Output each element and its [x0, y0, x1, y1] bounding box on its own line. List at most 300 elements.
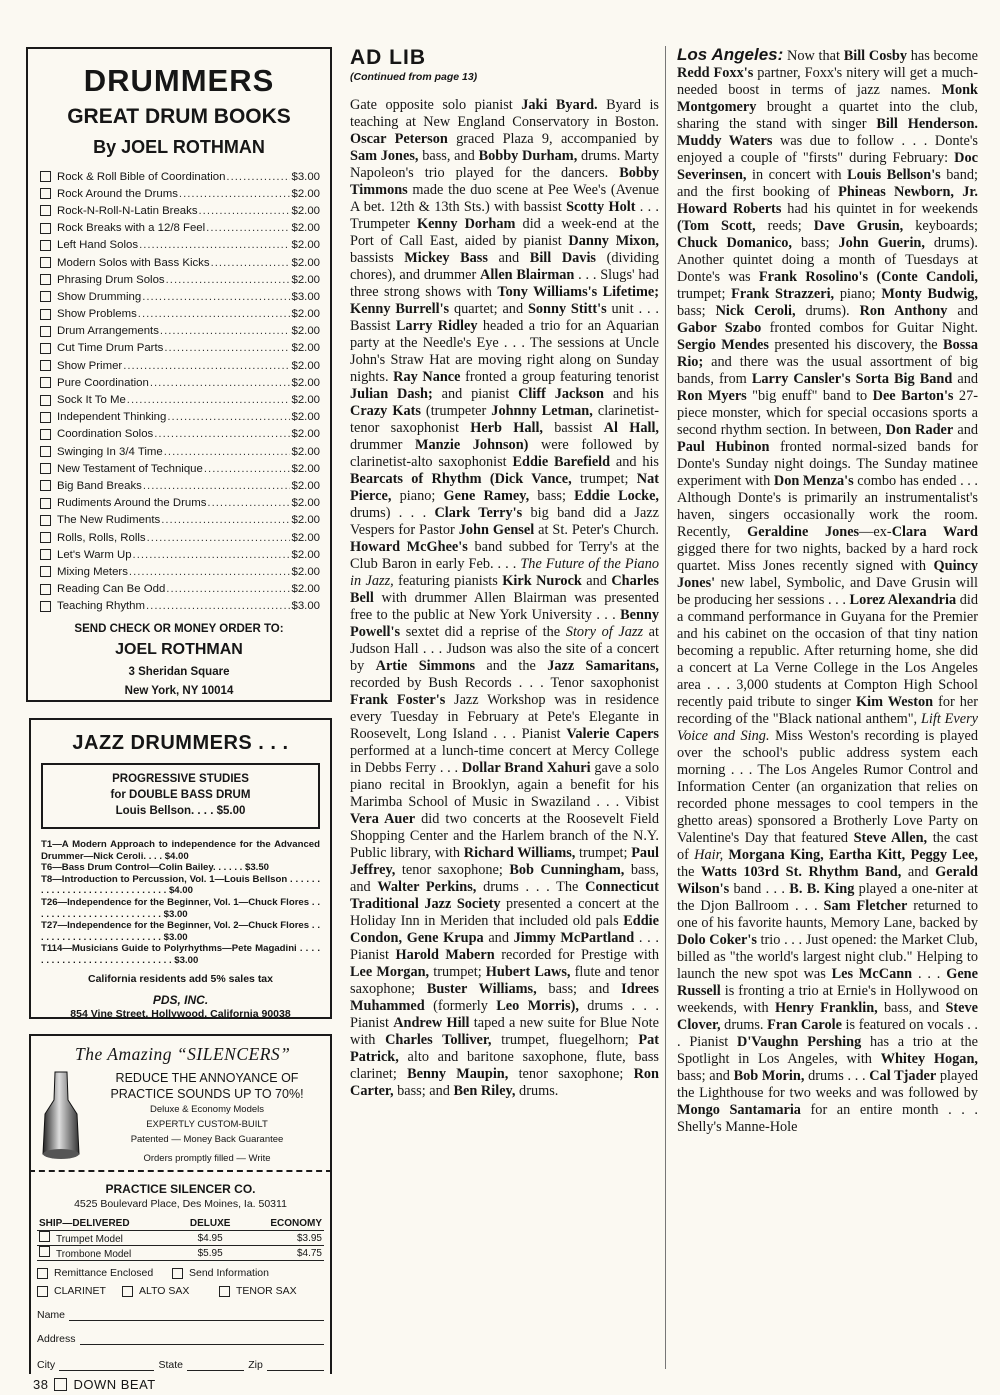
ad-subtitle: GREAT DRUM BOOKS	[67, 105, 291, 128]
checkbox[interactable]	[39, 1246, 50, 1257]
text-run: Jazz Workshop was in residence every Tuesday in February at Pete's Elegante in Roosevelt, Long Island . . . Pianist	[350, 692, 659, 742]
text-run: drums . . . The	[476, 879, 586, 895]
leader-dots	[123, 360, 290, 372]
book-checkbox[interactable]	[40, 360, 51, 371]
name-mention: Les McCann	[831, 966, 913, 982]
promo-line: Deluxe & Economy Models	[149, 1104, 265, 1115]
text-run: has a trio at the Spotlight in Los Angeles, with	[677, 1034, 978, 1067]
name-mention: Nat Pierce,	[350, 471, 659, 504]
text-run: recorded by Bush Records . . . Tenor saxophonist	[350, 675, 659, 691]
book-checkbox[interactable]	[40, 549, 51, 560]
name-mention: Paul Jeffrey,	[350, 845, 660, 878]
text-run: were followed by clarinetist-alto saxophonist	[350, 437, 659, 470]
option-label: Remittance Enclosed	[54, 1267, 154, 1279]
name-mention: Julian Dash;	[350, 386, 433, 402]
book-title: Rolls, Rolls, Rolls	[57, 531, 146, 544]
name-mention: Artie Simmons	[375, 658, 476, 674]
text-run: big band did a Jazz Vespers for Pastor	[350, 505, 659, 538]
book-title: Rock-N-Roll-N-Latin Breaks	[57, 204, 198, 217]
text-run: bass; and	[393, 1083, 454, 1099]
text-run: new label, Symbolic, and Dave Grusin will be producing her sessions . . .	[677, 575, 978, 608]
leader-dots	[179, 188, 291, 200]
table-row	[37, 1231, 324, 1246]
header-cell: ECONOMY	[243, 1216, 324, 1231]
field-line[interactable]	[80, 1334, 324, 1345]
text-run: drums).	[795, 303, 860, 319]
book-checkbox[interactable]	[40, 326, 51, 337]
text-run: at St. Peter's Church.	[534, 522, 659, 538]
book-price: $2.00	[291, 445, 320, 458]
text-run: (formerly	[424, 998, 497, 1014]
book-checkbox[interactable]	[40, 498, 51, 509]
book-item	[40, 512, 320, 529]
alto-sax-checkbox[interactable]	[122, 1286, 133, 1297]
book-title: The New Rudiments	[57, 514, 161, 527]
text-run: Now that	[783, 48, 844, 64]
book-price: $2.00	[291, 273, 320, 286]
text-run: drums) . . .	[350, 505, 435, 521]
name-mention: Johnny Letman,	[491, 403, 593, 419]
text-run: graced Plaza 9, accompanied by	[447, 131, 659, 147]
name-mention: Ray Nance	[393, 369, 461, 385]
option-label: CLARINET	[54, 1285, 106, 1297]
text-run: drums . . . Pianist	[350, 998, 659, 1031]
book-item	[40, 460, 320, 477]
name-mention: Richard Williams,	[463, 845, 576, 861]
silencer-mute-image	[37, 1070, 83, 1167]
text-run: bass;	[792, 235, 839, 251]
book-price: $2.00	[291, 548, 320, 561]
book-price: $3.00	[291, 290, 320, 303]
text-run: trumpet;	[575, 845, 632, 861]
promo-line: EXPERTLY CUSTOM-BUILT	[146, 1119, 268, 1130]
leader-dots	[226, 171, 290, 183]
leader-dots	[133, 549, 291, 561]
name-mention: Watts 103rd St. Rhythm Band,	[701, 864, 902, 880]
book-price: $3.00	[291, 600, 320, 613]
text-run: bassist	[543, 420, 604, 436]
book-item: T27—Independence for the Beginner, Vol. 2—Chuck Flores . . . . . . . . . . . . . . . . . . . . . . . . . $3.00	[41, 920, 320, 943]
model-cell[interactable]	[37, 1231, 178, 1246]
text-run: combo has ended . . . Although Donte's is primarily an instrumentalist's haven, singers occasionally work the room. Recently,	[677, 473, 979, 540]
tenor-sax-checkbox[interactable]	[219, 1286, 230, 1297]
text-run: bass, and	[418, 148, 479, 164]
name-field[interactable]	[37, 1309, 324, 1321]
name-mention: Whitey Hogan,	[880, 1051, 978, 1067]
book-checkbox[interactable]	[40, 291, 51, 302]
text-run: and	[901, 864, 936, 880]
text-run: and there was the usual assortment of big bands, from	[677, 354, 978, 387]
text-run: was due to follow . . . Donte's enjoyed a couple of "firsts" during February:	[677, 133, 978, 166]
name-mention: Benny Powell's	[350, 607, 659, 640]
text-run: Miss Weston's recording is played over the school's public address system each morning . . . The Los Angeles Rumor Control and Information Center (an organization that relies on recorded phone messages to cool tempers in the ghetto areas) sponsored a Brotherly Love Party on Valentine's Day that featured	[677, 728, 979, 846]
name-mention: Gene Ramey,	[443, 488, 530, 504]
book-price: $2.00	[291, 325, 320, 338]
text-run: . . .	[912, 966, 947, 982]
name-mention: Bill Cosby	[843, 48, 908, 64]
name-mention: Cal Tjader	[869, 1068, 937, 1084]
text-run: trumpet;	[429, 964, 486, 980]
name-mention: Sam Jones,	[350, 148, 419, 164]
book-item	[40, 477, 320, 494]
book-item	[40, 443, 320, 460]
name-mention: Mongo Santamaria	[677, 1102, 801, 1118]
field-line[interactable]	[69, 1310, 324, 1321]
text-run: tenor saxophone;	[395, 862, 510, 878]
book-checkbox[interactable]	[40, 257, 51, 268]
name-mention: Charles Bell	[350, 573, 659, 606]
text-run: and	[483, 930, 514, 946]
address-field[interactable]	[37, 1333, 324, 1345]
tax-note: California residents add 5% sales tax	[88, 972, 273, 985]
book-price: $2.00	[291, 342, 320, 355]
book-title: Big Band Breaks	[57, 479, 142, 492]
name-mention: Harold Mabern	[395, 947, 495, 963]
book-price: $2.00	[291, 256, 320, 269]
name-mention: John Guerin,	[838, 235, 925, 251]
text-run: performed at a lunch-time concert at Mercy College in Debbs Ferry . . .	[350, 743, 659, 776]
name-mention: Buster Williams,	[426, 981, 537, 997]
leader-dots	[147, 532, 291, 544]
text-run: unit . . . Bassist	[350, 301, 659, 334]
continued-note: (Continued from page 13)	[350, 71, 478, 83]
book-checkbox[interactable]	[40, 412, 51, 423]
name-mention: Manzie Johnson)	[414, 437, 529, 453]
city-state-zip-field[interactable]	[37, 1359, 324, 1371]
field-line[interactable]	[59, 1360, 154, 1371]
name-mention: Eddie Condon, Gene Krupa	[350, 913, 659, 946]
book-title: Independent Thinking	[57, 411, 167, 424]
magazine-name: DOWN BEAT	[73, 1377, 156, 1392]
book-title: Swinging In 3/4 Time	[57, 445, 163, 458]
name-mention: Ron Carter,	[350, 1066, 659, 1099]
name-mention: Kim Weston	[856, 694, 934, 710]
book-item	[40, 254, 320, 271]
text-run: keyboards;	[903, 218, 978, 234]
name-mention: Bossa Rio;	[677, 337, 978, 370]
book-item	[40, 391, 320, 408]
promo-line: REDUCE THE ANNOYANCE OF	[115, 1071, 299, 1085]
checkbox[interactable]	[39, 1231, 50, 1242]
text-run: gave a solo piano recital in Brooklyn, again a benefit for his Marimba School of Music in Swaziland . . . Vibist	[350, 760, 659, 810]
text-run: played the Lighthouse for two weeks and was followed by	[677, 1068, 979, 1101]
name-mention: Clara Ward	[891, 524, 978, 540]
book-list	[40, 168, 330, 615]
book-item	[40, 202, 320, 219]
book-checkbox[interactable]	[40, 532, 51, 543]
name-mention: Chuck Domanico,	[677, 235, 793, 251]
order-coupon	[37, 1182, 324, 1374]
book-checkbox[interactable]	[40, 584, 51, 595]
book-price: $2.00	[291, 187, 320, 200]
book-title: Mixing Meters	[57, 565, 128, 578]
book-checkbox[interactable]	[40, 395, 51, 406]
book-checkbox[interactable]	[40, 566, 51, 577]
book-checkbox[interactable]	[40, 515, 51, 526]
ad-title: DRUMMERS	[83, 63, 275, 98]
book-item: T8—Introduction to Percussion, Vol. 1—Louis Bellson . . . . . . . . . . . . . . . . . . . . . . . . . . . . . . $4.00	[41, 873, 320, 897]
leader-dots	[207, 497, 290, 509]
text-run: bassists	[350, 250, 405, 266]
book-item	[40, 271, 320, 288]
book-price: $2.00	[291, 308, 320, 321]
name-mention: Sam Fletcher	[823, 898, 908, 914]
book-title: Modern Solos with Bass Kicks	[57, 256, 210, 269]
leader-dots	[161, 514, 290, 526]
book-checkbox[interactable]	[40, 309, 51, 320]
promo-line: Patented — Money Back Guarantee	[130, 1134, 284, 1145]
text-run: quartet; and	[449, 301, 528, 317]
name-mention: Gene Russell	[677, 966, 978, 999]
name-mention: Monty Budwig,	[881, 286, 978, 302]
title-mention: Story of Jazz	[565, 624, 644, 640]
name-mention: Steve Allen,	[853, 830, 928, 846]
name-mention: Tony Williams's Lifetime; Kenny Burrell's	[350, 284, 660, 317]
text-run: fronted normal-sized bands for Donte's Sunday night doings. The Sunday matinee experiment with	[677, 439, 978, 489]
book-checkbox[interactable]	[40, 446, 51, 457]
text-run: Byard is teaching at New England Conservatory in Boston.	[350, 97, 659, 130]
book-item: T26—Independence for the Beginner, Vol. 1—Chuck Flores . . . . . . . . . . . . . . . . . . . . . . . . . $3.00	[41, 896, 320, 920]
text-run: is fronting a trio at Ernie's in Hollywood on weekends, with	[677, 983, 978, 1016]
leader-dots	[160, 325, 291, 337]
name-mention: Morgana King, Eartha Kitt, Peggy Lee,	[728, 847, 979, 863]
info-checkbox[interactable]	[172, 1268, 183, 1279]
name-mention: Mickey Bass	[404, 250, 488, 266]
book-checkbox[interactable]	[40, 240, 51, 251]
name-mention: Henry Franklin,	[774, 1000, 878, 1016]
silencers-promo	[31, 1036, 330, 1170]
name-mention: Dolo Coker's	[677, 932, 757, 948]
text-run: presented a concert at the Holiday Inn in Meriden that included old pals	[350, 896, 659, 929]
book-item	[40, 409, 320, 426]
name-mention: Doc Severinsen,	[677, 150, 978, 183]
name-mention: Walter Perkins,	[377, 879, 477, 895]
book-price: $2.00	[291, 204, 320, 217]
book-price: $2.00	[291, 376, 320, 389]
name-mention: Hubert Laws,	[485, 964, 571, 980]
name-mention: Nick Ceroli,	[715, 303, 796, 319]
text-run: fronted a group featuring tenorist	[460, 369, 660, 385]
book-checkbox[interactable]	[40, 480, 51, 491]
clarinet-checkbox[interactable]	[37, 1286, 48, 1297]
model-cell[interactable]	[37, 1246, 178, 1261]
book-title: Pure Coordination	[57, 376, 149, 389]
name-mention: Phineas Newborn, Jr. Howard Roberts	[677, 184, 978, 217]
name-mention: Dollar Brand Xahuri	[461, 760, 591, 776]
text-run: trumpet;	[677, 286, 732, 302]
name-mention: (Tom Scott,	[677, 218, 756, 234]
text-run: trio . . . Just opened: the Market Club, billed as "the world's largest night club." Helping to launch the new spot was	[677, 932, 978, 982]
book-title: Rock & Roll Bible of Coordination	[57, 170, 226, 183]
book-price: $3.00	[291, 170, 320, 183]
leader-dots	[164, 342, 290, 354]
title-mention: Lift Every Voice and Sing.	[677, 711, 978, 744]
text-run: and pianist	[432, 386, 519, 402]
book-item	[40, 598, 320, 615]
field-label: City	[37, 1359, 56, 1371]
name-mention: Frank Strazzeri,	[731, 286, 835, 302]
text-run: and	[947, 303, 979, 319]
text-run: band subbed for Terry's at the Club Baron in early Feb. . . .	[350, 539, 659, 572]
text-run: sextet did a reprise of the	[400, 624, 566, 640]
promo-line: Orders promptly filled — Write	[143, 1153, 271, 1164]
promo-line: PRACTICE SOUNDS UP TO 70%!	[110, 1087, 304, 1101]
book-checkbox[interactable]	[40, 429, 51, 440]
text-run: brought a quartet into the club, sharing the stand with singer	[677, 99, 978, 132]
book-title: Let's Warm Up	[57, 548, 132, 561]
book-price: $2.00	[291, 222, 320, 235]
article-column-left	[350, 46, 659, 1100]
silencers-headline: The Amazing “SILENCERS”	[75, 1044, 291, 1064]
book-item: T114—Musicians Guide to Polyrhythms—Pete Magadini . . . . . . . . . . . . . . . . . . . . . . . . . . . . . $3.00	[41, 943, 320, 966]
book-item: T1—A Modern Approach to independence for the Advanced Drummer—Nick Ceroli. . . . $4.00	[41, 839, 320, 862]
name-mention: Louis Bellson's	[847, 167, 941, 183]
name-mention: Charles Tolliver,	[385, 1032, 492, 1048]
text-run: gigged there for two nights, backed by a hard rock quartet. Miss Jones recently signed with	[677, 541, 978, 574]
name-mention: Don Rader	[885, 422, 954, 438]
text-run: bass; and	[536, 981, 622, 997]
page-number: 38	[33, 1377, 49, 1392]
text-run: bass, and	[350, 862, 660, 895]
text-run: tenor saxophone;	[508, 1066, 634, 1082]
name-mention: Allen Blairman	[480, 267, 575, 283]
book-checkbox[interactable]	[40, 377, 51, 388]
book-item	[40, 185, 320, 202]
field-label: Zip	[248, 1359, 263, 1371]
name-mention: Ron Anthony	[859, 303, 948, 319]
leader-dots	[166, 583, 290, 595]
field-line[interactable]	[187, 1360, 244, 1371]
text-run: has become	[907, 48, 978, 64]
book-title: Rudiments Around the Drums	[57, 497, 207, 510]
book-checkbox[interactable]	[40, 274, 51, 285]
book-title: New Testament of Technique	[57, 462, 203, 475]
text-run: partner, Foxx's nitery will get a much-needed boost in terms of jazz names.	[677, 65, 978, 98]
text-run: at Judson Hall . . . Judson was also the site of a concert by	[350, 624, 659, 674]
model-label: Trombone Model	[56, 1249, 132, 1260]
name-mention: Paul Hubinon	[677, 439, 770, 455]
text-run: returned to one of his favorite haunts, Memory Lane, backed by	[677, 898, 978, 931]
text-run: drums . . .	[804, 1068, 870, 1084]
name-mention: Eddie Barefield	[512, 454, 611, 470]
book-title: Show Primer	[57, 359, 123, 372]
book-title: Cut Time Drum Parts	[57, 342, 164, 355]
book-checkbox[interactable]	[40, 343, 51, 354]
publisher-address: 854 Vine Street, Hollywood, California 90038	[70, 1007, 291, 1020]
text-run: piano;	[391, 488, 444, 504]
book-title: Left Hand Solos	[57, 239, 139, 252]
name-mention: Idrees Muhammed	[350, 981, 659, 1014]
name-mention: Dee Barton's	[872, 388, 954, 404]
book-checkbox[interactable]	[40, 223, 51, 234]
book-price: $2.00	[291, 497, 320, 510]
book-item	[40, 168, 320, 185]
leader-dots	[139, 239, 290, 251]
name-mention: Gabor Szabo	[677, 320, 762, 336]
name-mention: Clark Terry's	[434, 505, 523, 521]
text-run: drummer	[350, 437, 415, 453]
name-mention: Oscar Peterson	[350, 131, 448, 147]
name-mention: Quincy Jones'	[677, 558, 978, 591]
book-checkbox[interactable]	[40, 205, 51, 216]
book-item	[40, 288, 320, 305]
book-item	[40, 581, 320, 598]
text-run: piano;	[834, 286, 882, 302]
book-item	[40, 495, 320, 512]
order-address	[28, 663, 330, 701]
text-run: did a command performance in Guyana for the Premier and his cabinet on the occasion of that tiny nation becoming a republic. After returning home, she did a concert at La Verne College in the Los Angeles area . . . 3,000 students at Compton High School recently paid tribute to singer	[677, 592, 978, 710]
remittance-checkbox[interactable]	[37, 1268, 48, 1279]
book-item: T6—Bass Drum Control—Colin Bailey. . . . . . $3.50	[41, 862, 269, 874]
name-mention: Jimmy McPartland	[513, 930, 635, 946]
option-label: Send Information	[189, 1267, 269, 1279]
name-mention: Leo Morris),	[496, 998, 579, 1014]
book-item	[40, 357, 320, 374]
book-checkbox[interactable]	[40, 601, 51, 612]
silencers-copy	[87, 1070, 327, 1166]
name-mention: Eddie Locke,	[574, 488, 659, 504]
text-run: and his	[603, 386, 659, 402]
field-label: Name	[37, 1309, 66, 1321]
name-mention: Vera Auer	[350, 811, 416, 827]
book-price: $2.00	[291, 531, 320, 544]
book-title: Reading Can Be Odd	[57, 583, 166, 596]
company-address: 4525 Boulevard Place, Des Moines, Ia. 50311	[74, 1198, 287, 1210]
name-mention: John Gensel	[458, 522, 535, 538]
name-mention: Kirk Nurock	[502, 573, 582, 589]
book-item	[40, 220, 320, 237]
name-mention: Redd Foxx's	[677, 65, 754, 81]
name-mention: Cliff Jackson	[518, 386, 604, 402]
order-name: JOEL ROTHMAN	[115, 640, 243, 658]
name-mention: D'Vaughn Pershing	[737, 1034, 862, 1050]
text-run: did a week-end at the Port of Call East, aided by pianist	[350, 216, 659, 249]
address-line: 3 Sheridan Square	[128, 665, 230, 678]
featured-line: Louis Bellson. . . . $5.00	[115, 805, 246, 817]
name-mention: Bill Henderson. Muddy Waters	[677, 116, 978, 149]
book-checkbox[interactable]	[40, 188, 51, 199]
text-run: is featured on vocals . . . Pianist	[677, 1017, 978, 1050]
name-mention: Andrew Hill	[393, 1015, 470, 1031]
price-table-header	[37, 1216, 324, 1231]
ad-title: JAZZ DRUMMERS . . .	[72, 732, 289, 754]
name-mention: Jazz Samaritans,	[547, 658, 659, 674]
leader-dots	[154, 428, 290, 440]
footer-box-icon	[54, 1378, 67, 1391]
text-run: bass, and	[877, 1000, 946, 1016]
featured-line: for DOUBLE BASS DRUM	[110, 789, 251, 801]
name-mention: Lorez Alexandria	[849, 592, 957, 608]
text-run: fronted combos for Guitar Night.	[761, 320, 979, 336]
book-checkbox[interactable]	[40, 171, 51, 182]
text-run: Gate opposite solo pianist	[350, 97, 522, 113]
text-run: reeds;	[755, 218, 814, 234]
text-run: drums.	[515, 1083, 559, 1099]
leader-dots	[199, 205, 291, 217]
name-mention: Gerald Wilson's	[677, 864, 979, 897]
book-title: Coordination Solos	[57, 428, 154, 441]
book-title: Drum Arrangements	[57, 325, 159, 338]
field-line[interactable]	[267, 1360, 324, 1371]
leader-dots	[138, 308, 291, 320]
text-run: flute and tenor saxophone;	[350, 964, 659, 997]
name-mention: Kenny Dorham	[416, 216, 516, 232]
book-checkbox[interactable]	[40, 463, 51, 474]
book-price: $2.00	[291, 462, 320, 475]
text-run: —ex-	[859, 524, 892, 540]
name-mention: Bobby Durham,	[478, 148, 578, 164]
text-run: drums.	[720, 1017, 768, 1033]
